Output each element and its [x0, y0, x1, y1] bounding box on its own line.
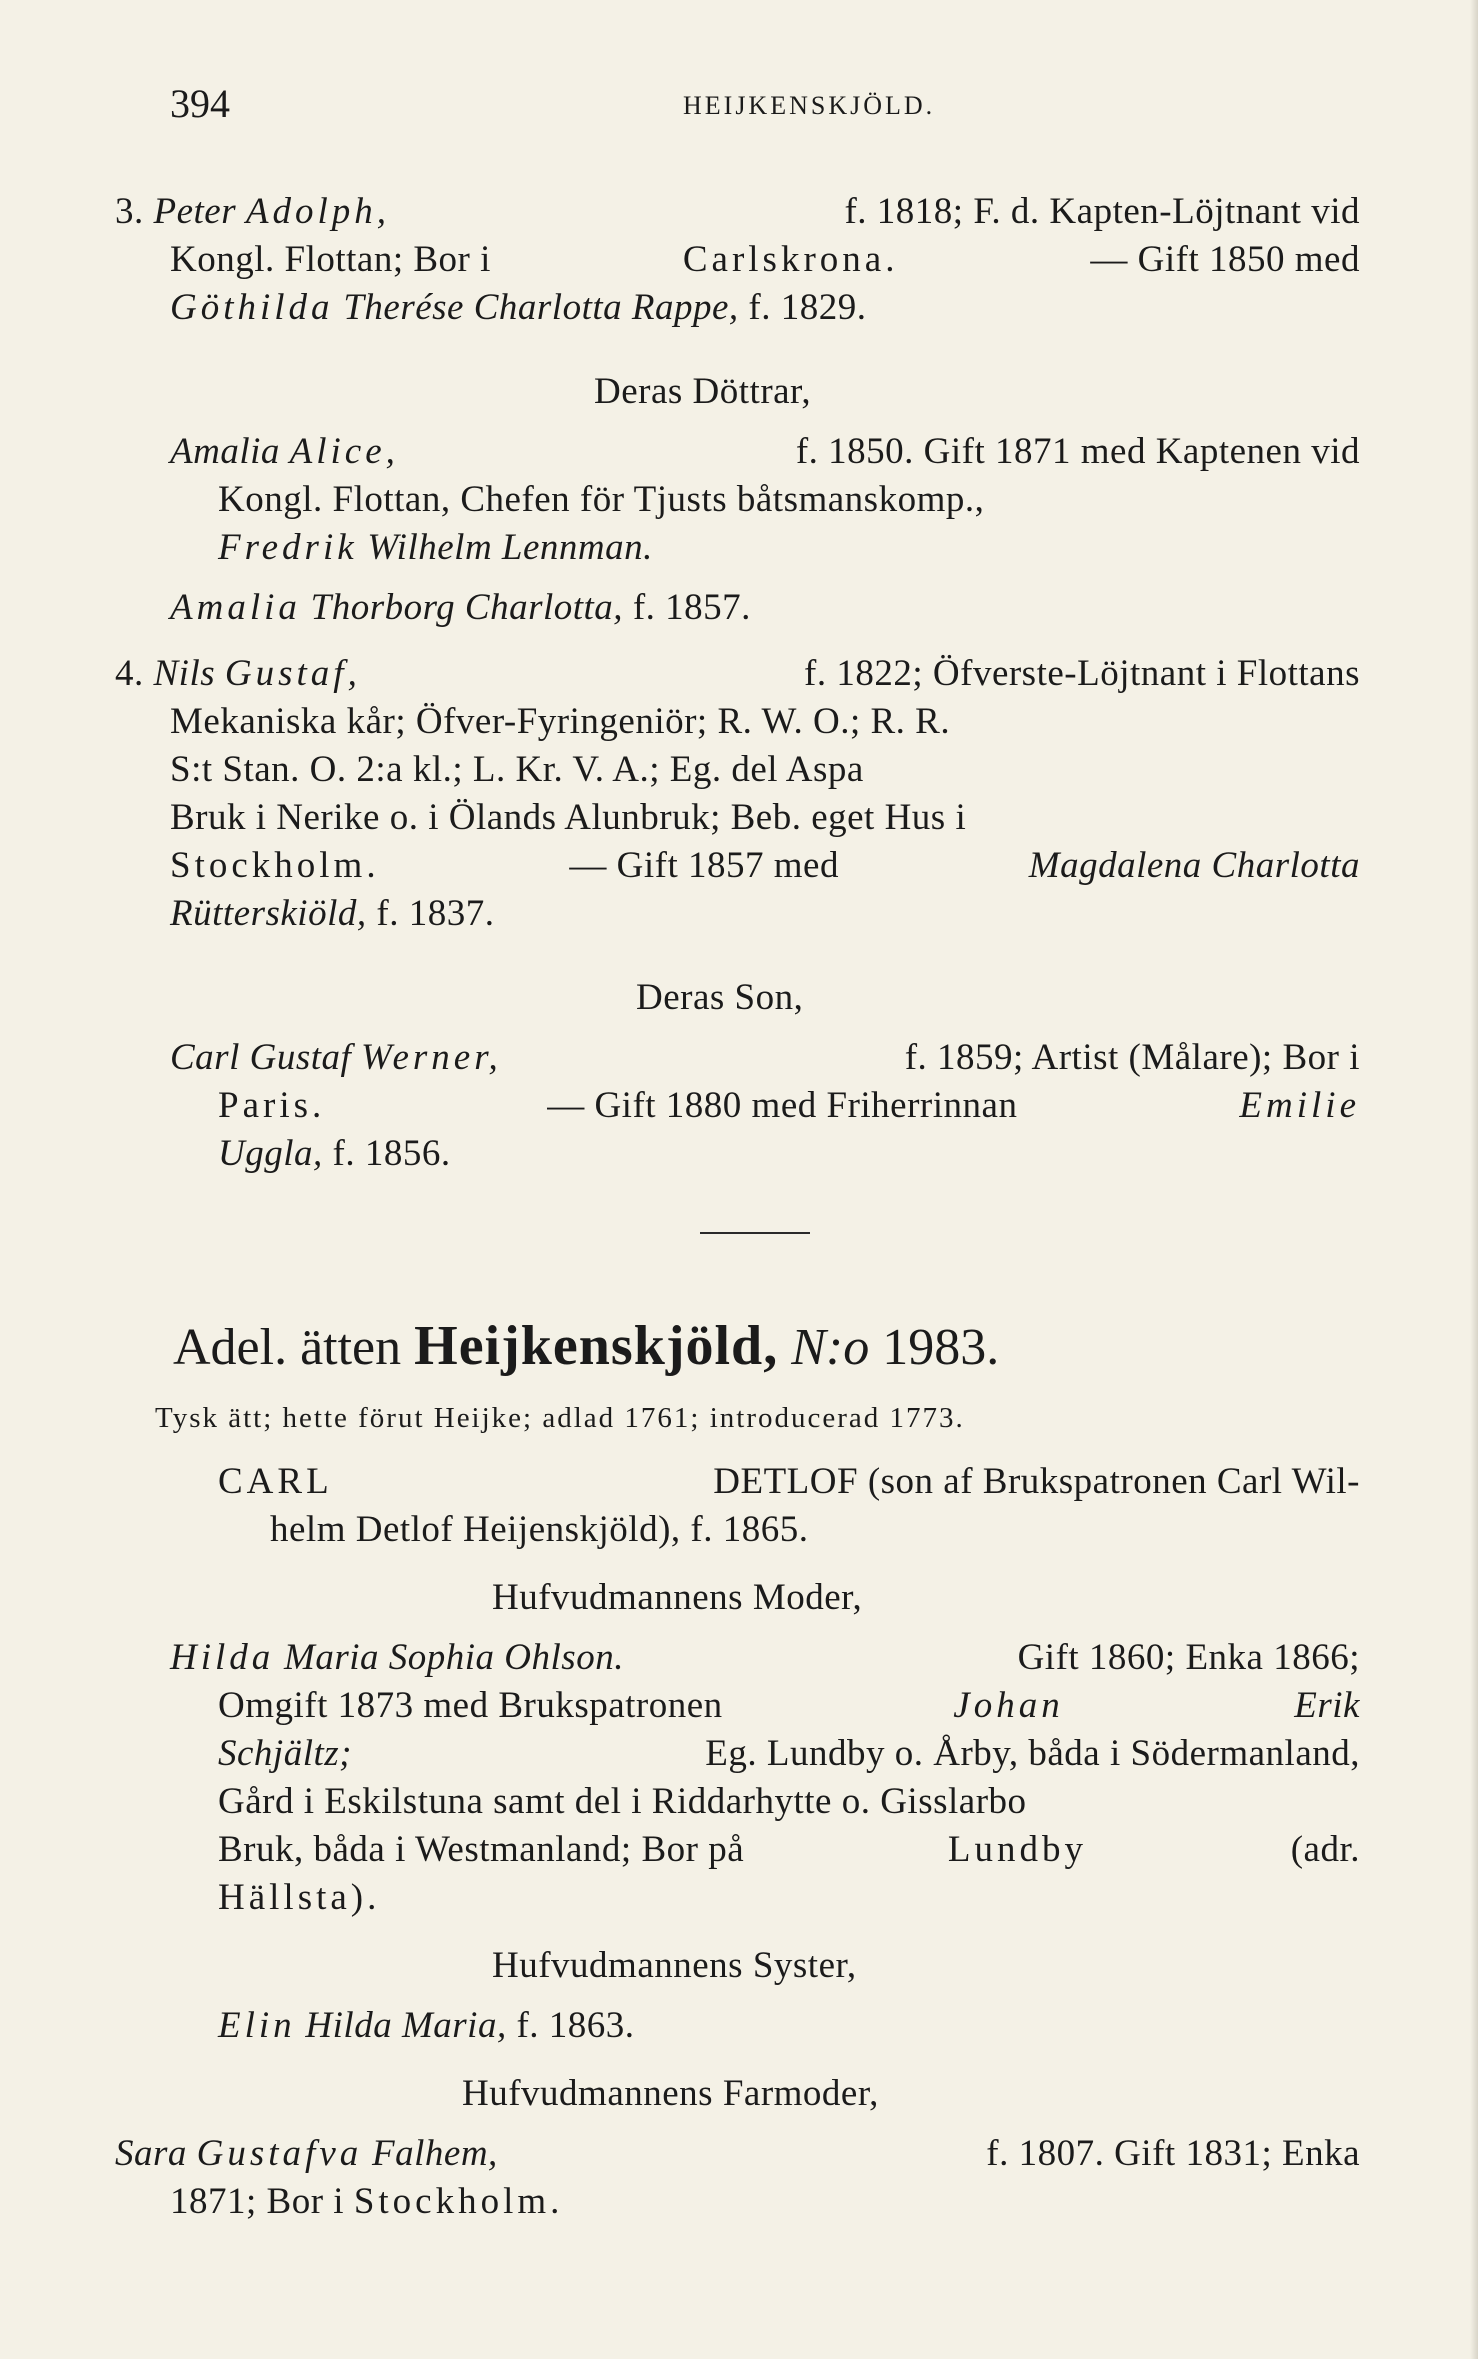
mother-label: Hufvudmannens Moder,	[492, 1577, 863, 1618]
entry3-spouse-born: f. 1829.	[748, 287, 867, 328]
daughter1-husband-call-name: Fredrik	[218, 527, 358, 568]
head-line2: helm Detlof Heijenskjöld), f. 1865.	[270, 1509, 809, 1550]
entry4-son-line3	[218, 1132, 451, 1176]
sister-name: Hilda Maria,	[305, 2005, 507, 2046]
running-header	[170, 82, 1350, 126]
mother-address: Hällsta).	[218, 1877, 381, 1918]
entry4-place: Stockholm.	[170, 845, 380, 886]
entry4-spouse-born: f. 1837.	[376, 893, 495, 934]
entry3-daughter1-line3	[218, 526, 653, 570]
son-call-name: Werner,	[361, 1037, 502, 1078]
head-call-name: CARL	[218, 1461, 333, 1502]
entry4-born-text: f. 1822; Öfverste-Löjtnant i Flottans	[804, 653, 1360, 694]
son-marriage: — Gift 1880 med Friherrinnan	[547, 1085, 1018, 1126]
sister-line	[218, 2004, 635, 2048]
sister-call-name: Elin	[218, 2005, 296, 2046]
grandmother-line2-text: 1871; Bor i	[170, 2181, 345, 2222]
mother-line4-text: Gård i Eskilstuna samt del i Riddarhytte o. Gisslarbo	[218, 1781, 1027, 1822]
grandmother-details: f. 1807. Gift 1831; Enka	[986, 2133, 1360, 2174]
mother-line4	[218, 1780, 1360, 1824]
son-wife-born: f. 1856.	[332, 1133, 451, 1174]
entry3-line3	[170, 286, 866, 330]
entry3-call-name: Adolph,	[245, 191, 391, 232]
entry3-line2-part2: — Gift 1850 med	[1090, 239, 1360, 280]
entry4-given-name: Nils	[153, 653, 216, 694]
page-edge-shadow	[1470, 0, 1478, 2359]
daughter1-husband-name: Wilhelm Lennman.	[367, 527, 653, 568]
mother-line3	[218, 1732, 1360, 1776]
mother-name: Maria Sophia Ohlson.	[284, 1637, 624, 1678]
section-divider	[700, 1232, 810, 1234]
mother-line6	[218, 1876, 380, 1920]
grandmother-label: Hufvudmannens Farmoder,	[462, 2073, 879, 2114]
entry4-line4	[170, 796, 1360, 840]
entry3-given-name: Peter	[153, 191, 237, 232]
entry4-call-name: Gustaf,	[224, 653, 361, 694]
entry3-born-text: f. 1818; F. d. Kapten-Löjtnant vid	[844, 191, 1360, 232]
entry3-daughter1-line2	[218, 478, 1360, 522]
mother-line1	[170, 1636, 1360, 1680]
entry4-line2	[170, 700, 1360, 744]
entry4-line3-text: S:t Stan. O. 2:a kl.; L. Kr. V. A.; Eg. del Aspa	[170, 749, 864, 790]
mother-remarriage: Omgift 1873 med Brukspatronen	[218, 1685, 723, 1726]
entry4-children-label: Deras Son,	[636, 977, 804, 1018]
entry4-line5-text: — Gift 1857 med	[569, 845, 839, 886]
daughter1-marriage: f. 1850. Gift 1871 med Kaptenen vid	[795, 431, 1360, 472]
entry3-line1	[115, 190, 1360, 234]
mother-address-label: (adr.	[1290, 1829, 1360, 1870]
grandmother-surname: Falhem,	[372, 2133, 498, 2174]
daughter2-call-name: Amalia	[170, 587, 301, 628]
head-line1	[218, 1460, 1360, 1504]
entry4-line1	[115, 652, 1360, 696]
page-number: 394	[170, 81, 230, 126]
daughter1-given-name: Amalia	[170, 431, 280, 472]
entry3-spouse-call-name: Göthilda	[170, 287, 334, 328]
daughter1-call-name: Alice,	[289, 431, 399, 472]
entry4-spouse-surname: Rütterskiöld,	[170, 893, 367, 934]
entry4-number: 4.	[115, 653, 144, 694]
grandmother-line1	[115, 2132, 1360, 2176]
daughter2-name: Thorborg Charlotta,	[310, 587, 624, 628]
daughter2-born: f. 1857.	[632, 587, 751, 628]
entry3-place: Carlskrona.	[682, 239, 899, 280]
son-wife-surname: Uggla,	[218, 1133, 323, 1174]
entry3-line2	[170, 238, 1360, 282]
family-subtitle: Tysk ätt; hette förut Heijke; adlad 1761; introducerad 1773.	[155, 1402, 965, 1434]
mother-line2	[218, 1684, 1360, 1728]
mother-husband-name: Erik	[1294, 1685, 1360, 1726]
family-number: 1983.	[882, 1319, 1000, 1376]
entry3-children-label: Deras Döttrar,	[594, 371, 812, 412]
entry4-son-line1	[170, 1036, 1360, 1080]
entry3-spouse-name: Therése Charlotta Rappe,	[343, 287, 739, 328]
entry4-line5	[170, 844, 1360, 888]
son-place: Paris.	[218, 1085, 326, 1126]
entry3-number: 3.	[115, 191, 144, 232]
son-wife-call-name: Emilie	[1239, 1085, 1360, 1126]
mother-marriage: Gift 1860; Enka 1866;	[1017, 1637, 1360, 1678]
mother-call-name: Hilda	[170, 1637, 275, 1678]
entry4-spouse-name: Magdalena Charlotta	[1028, 845, 1360, 886]
mother-residence: Lundby	[947, 1829, 1087, 1870]
grandmother-given-name: Sara	[115, 2133, 187, 2174]
entry4-line6	[170, 892, 494, 936]
entry4-son-line2	[218, 1084, 1360, 1128]
grandmother-line2	[170, 2180, 563, 2224]
entry4-line2-text: Mekaniska kår; Öfver-Fyringeniör; R. W. O.; R. R.	[170, 701, 951, 742]
family-heading	[173, 1316, 1273, 1378]
mother-line5-text: Bruk, båda i Westmanland; Bor på	[218, 1829, 745, 1870]
head-line1-text: DETLOF (son af Brukspatronen Carl Wil-	[713, 1461, 1360, 1502]
daughter1-husband-title: Kongl. Flottan, Chefen för Tjusts båtsmanskomp.,	[218, 479, 985, 520]
son-given-names: Carl Gustaf	[170, 1037, 352, 1078]
son-details: f. 1859; Artist (Målare); Bor i	[904, 1037, 1360, 1078]
entry3-daughter2	[170, 586, 751, 630]
sister-born: f. 1863.	[516, 2005, 635, 2046]
mother-line5	[218, 1828, 1360, 1872]
running-title: HEIJKENSKJÖLD.	[683, 91, 936, 120]
mother-husband-surname: Schjältz;	[218, 1733, 352, 1774]
entry4-line3	[170, 748, 1360, 792]
entry3-daughter1-line1	[170, 430, 1360, 474]
grandmother-residence: Stockholm.	[353, 2181, 564, 2222]
family-number-label: N:o	[791, 1319, 870, 1376]
entry4-line4-text: Bruk i Nerike o. i Ölands Alunbruk; Beb. eget Hus i	[170, 797, 967, 838]
sister-label: Hufvudmannens Syster,	[492, 1945, 857, 1986]
entry3-line2-part1: Kongl. Flottan; Bor i	[170, 239, 491, 280]
mother-husband-call-name: Johan	[953, 1685, 1064, 1726]
family-heading-name: Heijkenskjöld,	[414, 1315, 779, 1377]
grandmother-call-name: Gustafva	[196, 2133, 363, 2174]
family-heading-prefix: Adel. ätten	[173, 1319, 402, 1376]
mother-line3-text: Eg. Lundby o. Årby, båda i Södermanland,	[705, 1733, 1360, 1774]
